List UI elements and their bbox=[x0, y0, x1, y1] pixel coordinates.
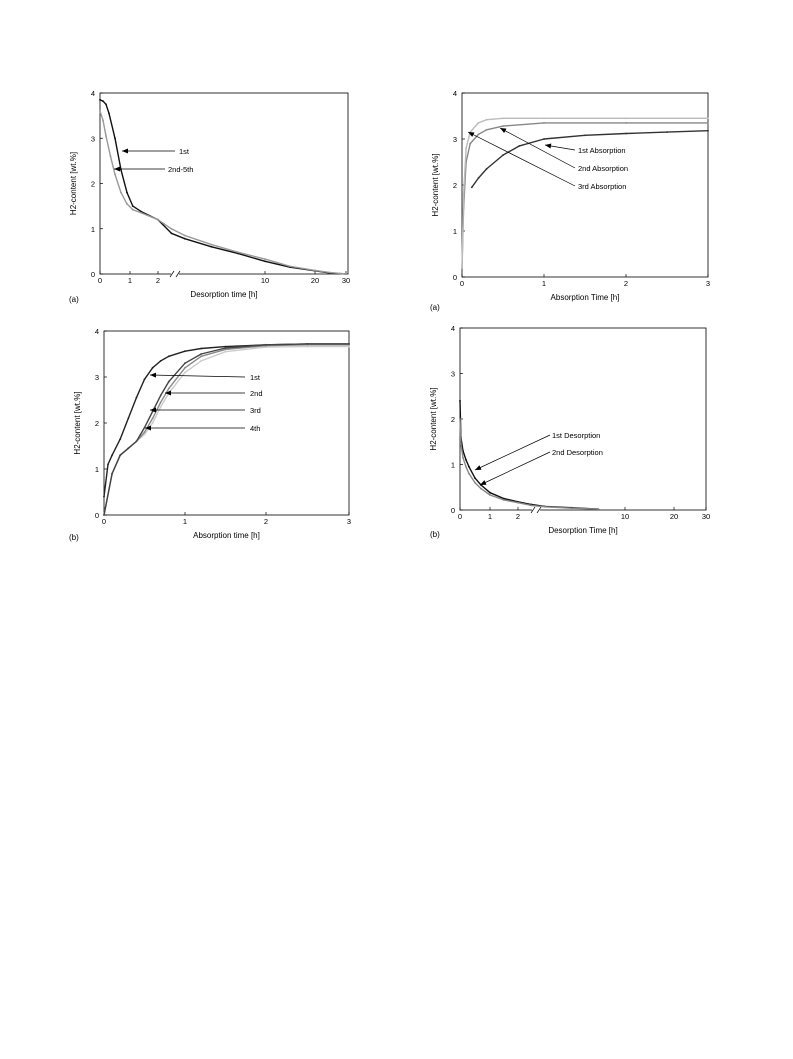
annotation-label: 3rd Absorption bbox=[578, 182, 627, 191]
data-point bbox=[184, 372, 186, 374]
y-axis-label: H2-content [wt.%] bbox=[73, 391, 82, 455]
data-point bbox=[461, 267, 463, 269]
chart-top-left bbox=[69, 89, 350, 304]
data-point bbox=[471, 186, 473, 188]
x-tick-label: 2 bbox=[515, 512, 521, 521]
data-point bbox=[503, 499, 505, 501]
annotation-label: 1st bbox=[179, 147, 190, 156]
data-point bbox=[314, 270, 316, 272]
y-tick-label: 0 bbox=[450, 506, 455, 515]
data-point bbox=[103, 496, 105, 498]
data-point bbox=[465, 147, 467, 149]
data-point bbox=[171, 232, 173, 234]
data-point bbox=[463, 193, 465, 195]
y-axis-label: H2-content [wt.%] bbox=[69, 151, 78, 216]
y-tick-label: 1 bbox=[90, 224, 95, 234]
data-point bbox=[474, 482, 476, 484]
data-point bbox=[105, 135, 107, 137]
x-tick-label: 30 bbox=[341, 276, 351, 285]
y-tick-label: 1 bbox=[452, 227, 457, 236]
x-tick-label: 2 bbox=[155, 276, 161, 285]
plot-frame bbox=[104, 331, 349, 515]
annotation-arrowhead bbox=[545, 144, 551, 149]
data-point bbox=[459, 400, 461, 402]
data-point bbox=[111, 454, 113, 456]
data-point bbox=[152, 422, 154, 424]
y-tick-label: 0 bbox=[452, 273, 457, 282]
data-point bbox=[168, 388, 170, 390]
data-point bbox=[132, 205, 134, 207]
data-point bbox=[584, 134, 586, 136]
data-point bbox=[225, 347, 227, 349]
data-point bbox=[105, 103, 107, 105]
x-axis-label: Absorption time [h] bbox=[193, 531, 260, 540]
data-point bbox=[107, 464, 109, 466]
annotation-label: 2nd-5th bbox=[168, 165, 194, 174]
data-point bbox=[102, 119, 104, 121]
x-axis-label: Absorption Time [h] bbox=[550, 293, 620, 302]
y-tick-label: 3 bbox=[450, 369, 455, 379]
data-point bbox=[160, 360, 162, 362]
annotation-arrow bbox=[468, 132, 575, 186]
x-axis-label: Desorption time [h] bbox=[190, 290, 258, 299]
data-point bbox=[103, 514, 105, 516]
annotation-label: 1st Desorption bbox=[552, 431, 601, 440]
data-point bbox=[211, 244, 213, 246]
data-point bbox=[597, 508, 599, 510]
annotation-label: 1st bbox=[250, 373, 261, 382]
data-point bbox=[543, 138, 545, 140]
data-point bbox=[211, 246, 213, 248]
data-point bbox=[486, 168, 488, 170]
data-point bbox=[465, 466, 467, 468]
annotation-arrow bbox=[480, 452, 550, 485]
annotation-label: 2nd bbox=[250, 389, 263, 398]
annotation-arrow bbox=[150, 375, 245, 377]
annotation-label: 1st Absorption bbox=[578, 146, 626, 155]
data-point bbox=[152, 418, 154, 420]
data-point bbox=[114, 137, 116, 139]
data-point bbox=[474, 477, 476, 479]
annotation-label: 2nd Absorption bbox=[578, 164, 629, 173]
data-point bbox=[666, 131, 668, 133]
y-axis-label: H2-content [wt.%] bbox=[431, 153, 440, 217]
data-point bbox=[462, 457, 464, 459]
annotation-arrowhead bbox=[114, 167, 120, 172]
data-point bbox=[459, 418, 461, 420]
data-point bbox=[480, 488, 482, 490]
annotation-label: 2nd Desorption bbox=[552, 448, 603, 457]
chart-bottom-right bbox=[429, 324, 710, 539]
data-point bbox=[184, 238, 186, 240]
data-point bbox=[200, 348, 202, 350]
data-point bbox=[502, 154, 504, 156]
data-point bbox=[160, 401, 162, 403]
chart-top-right bbox=[430, 89, 710, 312]
data-point bbox=[152, 367, 154, 369]
x-tick-label: 2 bbox=[263, 517, 269, 526]
data-point bbox=[184, 367, 186, 369]
data-point bbox=[478, 177, 480, 179]
data-point bbox=[111, 473, 113, 475]
data-point bbox=[264, 260, 266, 262]
series-line bbox=[472, 131, 708, 188]
data-point bbox=[348, 346, 350, 348]
y-tick-label: 3 bbox=[90, 134, 95, 144]
data-point bbox=[108, 113, 110, 115]
data-point bbox=[543, 117, 545, 119]
y-tick-label: 2 bbox=[450, 415, 455, 424]
data-point bbox=[330, 272, 332, 274]
y-tick-label: 2 bbox=[94, 419, 99, 428]
data-point bbox=[478, 122, 480, 124]
series-line bbox=[104, 344, 349, 497]
x-tick-label: 10 bbox=[260, 276, 270, 285]
data-point bbox=[225, 351, 227, 353]
annotation-label: 4th bbox=[250, 424, 261, 433]
x-tick-label: 1 bbox=[127, 276, 133, 285]
y-tick-label: 4 bbox=[450, 324, 455, 333]
y-tick-label: 1 bbox=[94, 465, 99, 474]
x-tick-label: 0 bbox=[457, 512, 463, 521]
data-point bbox=[489, 492, 491, 494]
y-tick-label: 1 bbox=[450, 460, 455, 470]
chart-bottom-left bbox=[69, 327, 351, 542]
series-line bbox=[104, 344, 349, 515]
data-point bbox=[307, 346, 309, 348]
x-tick-label: 1 bbox=[487, 512, 493, 521]
data-point bbox=[486, 119, 488, 121]
annotation-label: 3rd bbox=[250, 406, 261, 415]
data-point bbox=[348, 343, 350, 345]
y-tick-label: 4 bbox=[94, 327, 99, 336]
y-axis-label: H2-content [wt.%] bbox=[429, 387, 438, 451]
y-tick-label: 4 bbox=[452, 89, 457, 98]
data-point bbox=[543, 122, 545, 124]
x-tick-label: 2 bbox=[623, 279, 629, 288]
annotation-arrowhead bbox=[150, 373, 156, 378]
panel-label: (a) bbox=[69, 295, 79, 304]
data-point bbox=[136, 397, 138, 399]
series-line bbox=[462, 123, 708, 268]
data-point bbox=[460, 443, 462, 445]
data-point bbox=[127, 447, 129, 449]
data-point bbox=[625, 122, 627, 124]
y-tick-label: 3 bbox=[94, 373, 99, 382]
data-point bbox=[237, 251, 239, 253]
plot-frame bbox=[460, 328, 706, 510]
data-point bbox=[265, 344, 267, 346]
data-point bbox=[571, 507, 573, 509]
data-point bbox=[478, 134, 480, 136]
data-point bbox=[110, 155, 112, 157]
x-tick-label: 3 bbox=[346, 517, 352, 526]
y-tick-label: 3 bbox=[452, 135, 457, 144]
data-point bbox=[157, 219, 159, 221]
data-point bbox=[200, 360, 202, 362]
annotation-arrowhead bbox=[122, 149, 128, 154]
data-point bbox=[345, 273, 347, 275]
data-point bbox=[544, 506, 546, 508]
data-point bbox=[144, 431, 146, 433]
data-point bbox=[140, 212, 142, 214]
data-point bbox=[707, 130, 709, 132]
data-point bbox=[126, 203, 128, 205]
y-tick-label: 2 bbox=[90, 179, 95, 189]
data-point bbox=[502, 117, 504, 119]
data-point bbox=[136, 441, 138, 443]
data-point bbox=[468, 473, 470, 475]
x-tick-label: 1 bbox=[182, 517, 188, 526]
x-tick-label: 3 bbox=[705, 279, 711, 288]
data-point bbox=[519, 145, 521, 147]
series-line bbox=[462, 118, 708, 267]
data-point bbox=[184, 350, 186, 352]
data-point bbox=[264, 258, 266, 260]
y-tick-label: 4 bbox=[90, 89, 95, 98]
data-point bbox=[200, 353, 202, 355]
data-point bbox=[625, 133, 627, 135]
data-point bbox=[160, 395, 162, 397]
data-point bbox=[127, 418, 129, 420]
data-point bbox=[517, 502, 519, 504]
plot-frame bbox=[100, 93, 348, 274]
y-tick-label: 2 bbox=[452, 181, 457, 190]
data-point bbox=[289, 265, 291, 267]
data-point bbox=[502, 125, 504, 127]
data-point bbox=[132, 209, 134, 211]
series-line bbox=[104, 345, 349, 515]
data-point bbox=[114, 174, 116, 176]
data-point bbox=[119, 438, 121, 440]
data-point bbox=[99, 99, 101, 101]
x-tick-label: 1 bbox=[541, 279, 547, 288]
data-point bbox=[200, 355, 202, 357]
annotation-arrowhead bbox=[500, 128, 506, 133]
data-point bbox=[160, 406, 162, 408]
x-tick-label: 20 bbox=[310, 276, 320, 285]
data-point bbox=[307, 343, 309, 345]
data-point bbox=[465, 459, 467, 461]
data-point bbox=[126, 192, 128, 194]
panel-label: (b) bbox=[430, 530, 440, 539]
y-tick-label: 0 bbox=[90, 270, 95, 279]
x-axis-label: Desorption Time [h] bbox=[548, 526, 618, 535]
y-tick-label: 0 bbox=[94, 511, 99, 520]
data-point bbox=[707, 117, 709, 119]
data-point bbox=[489, 494, 491, 496]
data-point bbox=[625, 117, 627, 119]
data-point bbox=[102, 100, 104, 102]
data-point bbox=[184, 362, 186, 364]
data-point bbox=[184, 235, 186, 237]
x-tick-label: 10 bbox=[620, 512, 630, 521]
data-point bbox=[119, 454, 121, 456]
data-point bbox=[486, 129, 488, 131]
x-tick-label: 0 bbox=[97, 276, 103, 285]
x-tick-label: 0 bbox=[101, 517, 107, 526]
data-point bbox=[468, 466, 470, 468]
data-point bbox=[99, 110, 101, 112]
data-point bbox=[171, 228, 173, 230]
data-point bbox=[168, 381, 170, 383]
data-point bbox=[469, 143, 471, 145]
annotation-arrow bbox=[475, 435, 550, 470]
data-point bbox=[707, 122, 709, 124]
panel-label: (b) bbox=[69, 533, 79, 542]
x-tick-label: 30 bbox=[701, 512, 711, 521]
data-point bbox=[168, 355, 170, 357]
panel-label: (a) bbox=[430, 303, 440, 312]
x-tick-label: 0 bbox=[459, 279, 465, 288]
series-line bbox=[104, 347, 349, 515]
data-point bbox=[144, 378, 146, 380]
data-point bbox=[531, 505, 533, 507]
x-tick-label: 20 bbox=[669, 512, 679, 521]
data-point bbox=[120, 192, 122, 194]
